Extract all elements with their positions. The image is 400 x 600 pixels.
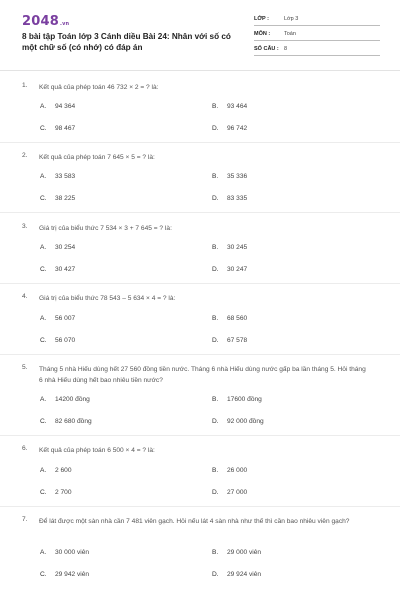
meta-grade [254, 14, 380, 26]
option-value: 29 000 viên [227, 549, 262, 556]
meta-subject-label: MÔN : [254, 31, 271, 37]
option-value: 26 000 [227, 467, 248, 474]
question-text: Kết quả của phép toán 7 645 × 5 = ? là: [39, 154, 155, 161]
option-value: 94 364 [55, 103, 76, 110]
option-value: 92 000 đồng [227, 418, 264, 425]
option-letter: D. [212, 418, 219, 425]
option-value: 2 600 [55, 467, 72, 474]
question-number: 2. [22, 152, 28, 159]
question-text: Giá trị của biểu thức 7 534 × 3 + 7 645 = ? là: [39, 225, 172, 232]
option-letter: C. [40, 195, 47, 202]
option-letter: B. [212, 103, 219, 110]
option-value: 68 560 [227, 315, 248, 322]
option-letter: B. [212, 396, 219, 403]
meta-count-value: 8 [284, 46, 288, 52]
document-title: 8 bài tập Toán lớp 3 Cánh diều Bài 24: Nhân với số có một chữ số (có nhớ) có đáp án [22, 32, 231, 52]
question-separator [0, 435, 400, 436]
option-value: 2 700 [55, 489, 72, 496]
option-value: 17600 đồng [227, 396, 262, 403]
option-value: 14200 đồng [55, 396, 90, 403]
option-letter: D. [212, 337, 219, 344]
document-header [0, 0, 400, 66]
option-letter: B. [212, 173, 219, 180]
option-value: 35 336 [227, 173, 248, 180]
question-separator [0, 212, 400, 213]
logo-main-text: 2048 [22, 14, 59, 29]
option-value: 82 680 đồng [55, 418, 92, 425]
logo-suffix-text: .vn [59, 21, 70, 27]
option-letter: B. [212, 467, 219, 474]
option-value: 56 007 [55, 315, 76, 322]
header-divider [0, 70, 400, 71]
meta-subject-value: Toán [284, 31, 296, 37]
option-value: 93 464 [227, 103, 248, 110]
option-value: 27 000 [227, 489, 248, 496]
option-value: 98 467 [55, 125, 76, 132]
option-letter: C. [40, 337, 47, 344]
option-letter: A. [40, 103, 47, 110]
question-text: Kết quả của phép toán 46 732 × 2 = ? là: [39, 84, 159, 91]
option-letter: A. [40, 315, 47, 322]
option-letter: D. [212, 266, 219, 273]
question-number: 3. [22, 223, 28, 230]
question-text: Kết quả của phép toán 6 500 × 4 = ? là: [39, 447, 155, 454]
option-value: 83 335 [227, 195, 248, 202]
option-letter: C. [40, 125, 47, 132]
option-letter: A. [40, 244, 47, 251]
question-separator [0, 142, 400, 143]
question-separator [0, 283, 400, 284]
option-letter: A. [40, 467, 47, 474]
option-letter: D. [212, 489, 219, 496]
meta-grade-label: LỚP : [254, 16, 269, 22]
question-text: Để lát được một sàn nhà cần 7 481 viên gạch. Hỏi nếu lát 4 sàn nhà như thế thì cần bao nhiêu viên gạch? [39, 518, 350, 525]
option-value: 96 742 [227, 125, 248, 132]
question-separator [0, 506, 400, 507]
question-number: 4. [22, 293, 28, 300]
question-number: 6. [22, 445, 28, 452]
meta-question-count [254, 44, 380, 56]
option-value: 56 070 [55, 337, 76, 344]
option-letter: D. [212, 195, 219, 202]
question-separator [0, 354, 400, 355]
meta-count-label: SỐ CÂU : [254, 46, 279, 52]
option-letter: C. [40, 489, 47, 496]
question-number: 1. [22, 82, 28, 89]
option-letter: B. [212, 315, 219, 322]
option-letter: A. [40, 173, 47, 180]
question-number: 5. [22, 364, 28, 371]
option-value: 30 000 viên [55, 549, 90, 556]
option-value: 29 924 viên [227, 571, 262, 578]
meta-grade-value: Lớp 3 [284, 16, 299, 22]
option-value: 38 225 [55, 195, 76, 202]
meta-subject [254, 29, 380, 41]
option-letter: C. [40, 418, 47, 425]
option-letter: A. [40, 549, 47, 556]
option-letter: B. [212, 244, 219, 251]
option-value: 30 427 [55, 266, 76, 273]
option-letter: C. [40, 266, 47, 273]
question-number: 7. [22, 516, 28, 523]
option-value: 30 254 [55, 244, 76, 251]
option-value: 67 578 [227, 337, 248, 344]
question-text: Tháng 5 nhà Hiếu dùng hết 27 560 đồng tiền nước. Tháng 6 nhà Hiếu dùng nước gấp ba lần tháng 5. Hỏi tháng 6 nhà Hiếu dùng hết bao nhiêu tiền nước? [39, 366, 366, 384]
option-value: 30 247 [227, 266, 248, 273]
question-text: Giá trị của biểu thức 78 543 – 5 634 × 4 = ? là: [39, 295, 176, 302]
option-value: 29 942 viên [55, 571, 90, 578]
site-logo[interactable] [22, 14, 69, 29]
option-value: 30 245 [227, 244, 248, 251]
option-letter: C. [40, 571, 47, 578]
option-letter: D. [212, 125, 219, 132]
option-letter: D. [212, 571, 219, 578]
option-letter: B. [212, 549, 219, 556]
option-value: 33 583 [55, 173, 76, 180]
option-letter: A. [40, 396, 47, 403]
